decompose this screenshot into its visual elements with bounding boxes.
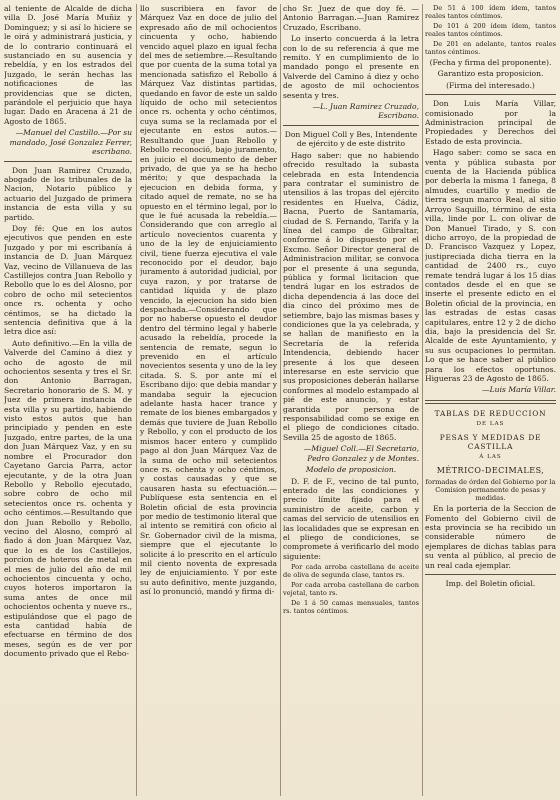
paragraph: Doy fé: Que en los autos ejecutivos que penden en este Juzgado y por mi escribanía á instancia de D. Juan Márquez Vaz, vecino de Villanueva de las Castillejos contra Juan Rebollo y Rebollo que lo es del Alosno, por cobro de ocho mil setecientos once rs. ochenta y ocho céntimos, se ha dictado la sentencia definitiva que á la letra dice así: [4,223,132,337]
tables-subtitle: DE LAS [476,421,505,428]
notice-heading: Don Miguel Coll y Bes, Intendente de ejército y de este distrito [284,129,418,149]
divider [425,574,556,575]
divider [4,161,132,162]
paragraph: Hago saber: como se saca en venta y pública subasta por cuenta de la Hacienda pública por deberla la misma 1 fanega, 8 almudes, cuartillo y medio de tierra segun marco Real, al sitio Arroyo Saquillo, término de esta villa, linde por L. con olivar de Don Manuel Tirado, y S. con dicho arroyo, de la propiedad de D. Francisco Vazquez y Lopez, justipreciada dicha tierra en la cantidad de 2400 rs., cuyo remate tendrá lugar á los 15 dias contados desde el en que se inserte el presente edicto en el Boletin oficial de la provincia, en las estradas de estas casas capitulares, entre 12 y 2 de dicho dia, bajo la presidencia del Sr. Alcalde de este Ayuntamiento, y su sus ocupaciones lo permitan. Lo que se hace saber al público para los efectos oportunos. Higueras 23 de Agosto de 1865. [425,148,556,383]
column-1 [4,4,132,796]
paragraph: Auto definitivo.—En la villa de Valverde del Camino á diez y ocho de agosto de mil ochocientos sesenta y tres el Sr. don Antonio Barragan, Secretario honorario de S. M. y Juez de primera instancia de esta villa y su partido, habiendo visto estos autos que han principiado y penden en este Juzgado, entre partes, de la una don Juan Márquez Vaz, y en su nombre el Procurador don Cayetano Garcia Parra, actor ejecutante, y de la otra Juan Rebollo y Rebollo ejecutado, sobre cobro de ocho mil setecientos once rs. ochenta y ocho céntimos.—Resultando que don Juan Rebollo y Rebollo, vecino del Alosno, compró al fiado á don Juan Márquez Vaz, que lo es de los Castillejos, porcion de hoteros de metal en el mes de julio del año de mil ochocientos cincuenta y ocho, cuyos hoteros importaron la suma antes de once mil ochocientos ochenta y nueve rs., estipulándose que el pago de esta cantidad había de efectuarse en término de dos meses, según es de ver por documento privado que el Rebo- [4,338,132,659]
date-signature-note: (Fecha y firma del proponente). [429,58,552,67]
paragraph: En la porteria de la Seccion de Fomento del Gobierno civil de esta provincia se ha recibido un considerable número de ejemplares de dichas tablas para su venta al público, al precio de un real cada ejemplar. [425,504,556,570]
column-rule [422,4,423,796]
paragraph: al teniente de Alcalde de dicha villa D. José María Muñiz y Dominguez; y si así lo hiciere se le oirá y administrará justicia, y de lo contrario continuará el sustanciado en su ausencia y rebeldía, y en los estrados del Juzgado, le serán hechas las notificaciones de las providencias que se dicten, parándole el perjuicio que haya lugar. Dado en Aracena á 21 de Agosto de 1865. [4,4,132,126]
divider [425,94,556,95]
signature: —Manuel del Castillo.—Por su mandado, José Gonzalez Ferrer, escribano. [9,128,132,157]
column-2 [140,4,277,796]
paragraph: llo suscribiera en favor de Márquez Vaz en doce de julio del expresado año de mil ochocientos cincuenta y ocho, habiendo vencido aquel plazo en igual fecha del mes de setiembre.—Resultando que por cuenta de la suma total ya mencionada satisfizo el Rebollo á Márquez Vaz distintas partidas, quedando en favor de este un saldo líquido de ocho mil setecientos once rs. ochenta y ocho céntimos, cuya suma se la reclamada por el ejecutante en estos autos.—Resultando que Juan Rebollo y Rebollo reconoció, bajo juramento, en juicio el documento de deber privado, de que ya se ha hecho mérito; y que despachada la ejecucion en debida forma, y citado aquel de remate, no se ha opuesto en el término legal, por lo que le fué acusada la rebeldía.—Considerando que con arreglo al artículo novecientos cuarenta y uno de la ley de enjuiciamiento civil, tiene fuerza ejecutiva el vale reconocido por el deudor, bajo juramento á autoridad judicial, por cuya razon, y por tratarse de cantidad líquida y de plazo vencido, la ejecucion ha sido bien despachada.—Considerando que por no haberse opuesto el deudor dentro del término legal y haberle acusado la rebeldía, procede la sentencia de remate, segun lo prevenido en el artículo novecientos sesenta y uno de la ley citada. S. S. por ante mí el Escribano dijo: que debia mandar y mandaba seguir la ejecucion adelante hasta hacer trance y remate de los bienes embargados y demás que tuviere de Juan Rebollo y Rebollo, y con el producto de los mismos hacer entero y cumplido pago al don Juan Márquez Vaz de la suma de ocho mil setecientos once rs. ochenta y ocho céntimos, y costas causadas y que se causaren hasta su efectuación.—Publíquese esta sentencia en el Boletin oficial de esta provincia por medio de testimonio literal que al intento se remitirá con oficio al Sr. Gobernador civil de la misma, siempre que el ejecutante lo solicite á lo prescrito en el artículo mil ciento noventa de expresada ley de enjuiciamiento. Y por este su auto definitivo, mente juzgando, así lo pronunció, mandó y firma di- [140,4,277,597]
notice-heading: Don Juan Ramirez Cruzado, abogado de los tribunales de la Nacion, Notario público y actuario del Juzgado de primera instancia de esta villa y su partido. [4,165,132,222]
price-line: Por cada arroba castellana de carbon vejetal, tanto rs. [283,581,419,598]
signature: —Miguel Coll.—El Secretario, Pedro Gonzalez y de Montes. [303,444,419,463]
tables-heading: MÉTRICO-DECIMALES, [436,465,545,475]
tables-subtitle: PESAS Y MEDIDAS DE CASTILLA [439,432,542,452]
notice-heading: Don Luis María Villar, comisionado por la Administracion principal de Propiedades y Derechos del Estado de esta provincia. [425,99,556,146]
paragraph: formadas de órden del Gobierno por la Comision permanente de pesas y medidas. [425,478,556,503]
tables-title: TABLAS DE REDUCCION [434,408,547,418]
paragraph: Lo inserto concuerda á la letra con lo de su referencia á que me remito. Y en cumplimiento de lo mandado pongo el presente en Valverde del Camino á diez y ocho de agosto de mil ochocientos sesenta y tres. [283,34,419,100]
signature: —Luis María Villar. [482,385,556,395]
price-line: De 101 á 200 ídem ídem, tantos reales tantos céntimos. [425,22,556,38]
tables-subtitle: Á LAS [479,454,502,461]
column-rule [280,4,281,796]
model-title: Modelo de proposicion. [305,465,397,475]
guarantee-note: Garantizo esta proposicion. [437,69,544,79]
price-line: De 51 á 100 ídem ídem, tantos reales tantos céntimos. [425,4,556,20]
price-line: De 201 en adelante, tantos reales tantos céntimos. [425,40,556,56]
paragraph: Hago saber: que no habiendo ofrecido resultado la subasta celebrada en esta Intendencia para contratar el suministro de utensilios á las tropas del ejército residentes en Huelva, Cádiz, Bacna, Puerto de Santamaría, ciudad de S. Fernando, Tarifa y la línea del campo de Gibraltar, conforme á lo dispuesto por el Excmo. Señor Director general de Administracion militar, se convoca por el presente á una segunda, pública y formal licitacion que tendrá lugar en los estrados de dicha dependencia á las doce del dia cinco del próximo mes de setiembre, bajo las mismas bases y condiciones que la ya celebrada, y se hallan de manifiesto en la Secretaría de la referida Intendencia, debiendo hacer presente á los que deseen interesarse en este servicio que sus proposiciones deberán hallarse conformes al modelo estampado al pié de este anuncio, y estar garantida por persona de responsabilidad como se exige en el pliego de condiciones citado. Sevilla 25 de agosto de 1865. [283,150,419,442]
double-divider [425,400,556,404]
paragraph: cho Sr. Juez de que doy fé. —Antonio Barragan.—Juan Ramirez Cruzado, Escribano. [283,4,419,32]
price-line: De 1 á 50 camas mensuales, tantos rs. tantos céntimos. [283,599,419,616]
divider [283,125,419,126]
column-4 [425,4,556,796]
printer-footer: Imp. del Boletin oficial. [445,579,536,589]
column-3 [283,4,419,796]
column-rule [136,4,137,796]
signature-note: (Firma del interesado.) [446,80,535,90]
price-line: Por cada arroba castellana de aceite de oliva de segunda clase, tantos rs. [283,563,419,580]
paragraph: D. F. de F., vecino de tal punto, enterado de las condiciones y precio límite fijado para el suministro de aceite, carbon y camas del servicio de utensilios en las localidades que se expresan en el pliego de condiciones, se compromete á verificarlo del modo siguiente: [283,476,419,561]
signature: —L. Juan Ramirez Cruzado, Escribano. [312,102,419,121]
